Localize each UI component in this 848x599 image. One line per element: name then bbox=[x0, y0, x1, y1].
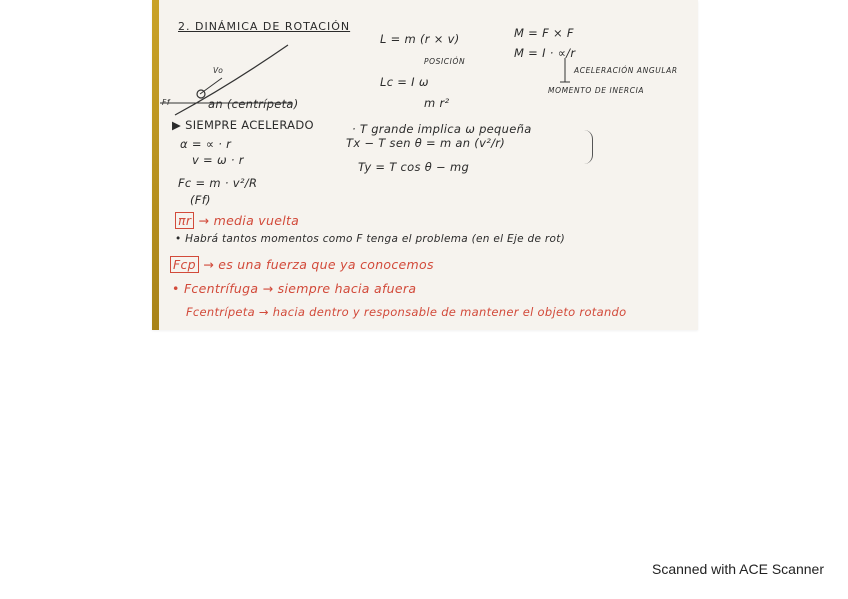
media-vuelta-note: → media vuelta bbox=[198, 213, 300, 228]
centrifuga-note: • Fcentrífuga → siempre hacia afuera bbox=[172, 281, 417, 296]
equation-brace bbox=[584, 130, 593, 164]
eq-tx: Tx − T sen θ = m an (v²/r) bbox=[346, 136, 506, 150]
eq-v: v = ω · r bbox=[192, 153, 244, 167]
momento-inercia-label: MOMENTO DE INERCIA bbox=[548, 86, 645, 95]
t-grande-note: · T grande implica ω pequeña bbox=[352, 122, 532, 136]
aceleracion-angular-label: ACELERACIÓN ANGULAR bbox=[574, 66, 678, 75]
eq-fc: Fc = m · v²/R bbox=[178, 176, 258, 190]
eq-fc-note: (Ff) bbox=[190, 193, 211, 207]
diagram-v0-label: Vo bbox=[213, 66, 224, 75]
pi-r-box: πr bbox=[175, 212, 194, 229]
eq-L: L = m (r × v) bbox=[380, 32, 460, 46]
eq-alpha: α = ∝ · r bbox=[180, 137, 232, 151]
centripeta-note: Fcentrípeta → hacia dentro y responsable de mantener el objeto rotando bbox=[186, 305, 627, 319]
fuerza-conocemos-note: → es una fuerza que ya conocemos bbox=[203, 257, 434, 272]
page-title: 2. DINÁMICA DE ROTACIÓN bbox=[178, 20, 351, 33]
habra-momentos-note: • Habrá tantos momentos como F tenga el problema (en el Eje de rot) bbox=[175, 233, 566, 245]
diagram-an-label: an (centrípeta) bbox=[208, 97, 299, 111]
eq-M1: M = F × F bbox=[514, 26, 574, 40]
eq-ty: Ty = T cos θ − mg bbox=[358, 160, 470, 174]
eq-Lc: Lc = I ω bbox=[380, 75, 429, 89]
siempre-acelerado: ▶ SIEMPRE ACELERADO bbox=[172, 118, 314, 132]
diagram-ff-label: Ff bbox=[162, 98, 171, 107]
scanner-watermark: Scanned with ACE Scanner bbox=[652, 561, 824, 577]
fcp-box: Fcp bbox=[170, 256, 199, 273]
eq-L-note: POSICIÓN bbox=[424, 57, 466, 66]
eq-M2: M = I · ∝/r bbox=[514, 46, 576, 60]
eq-Lc-denominator: m r² bbox=[424, 96, 450, 110]
